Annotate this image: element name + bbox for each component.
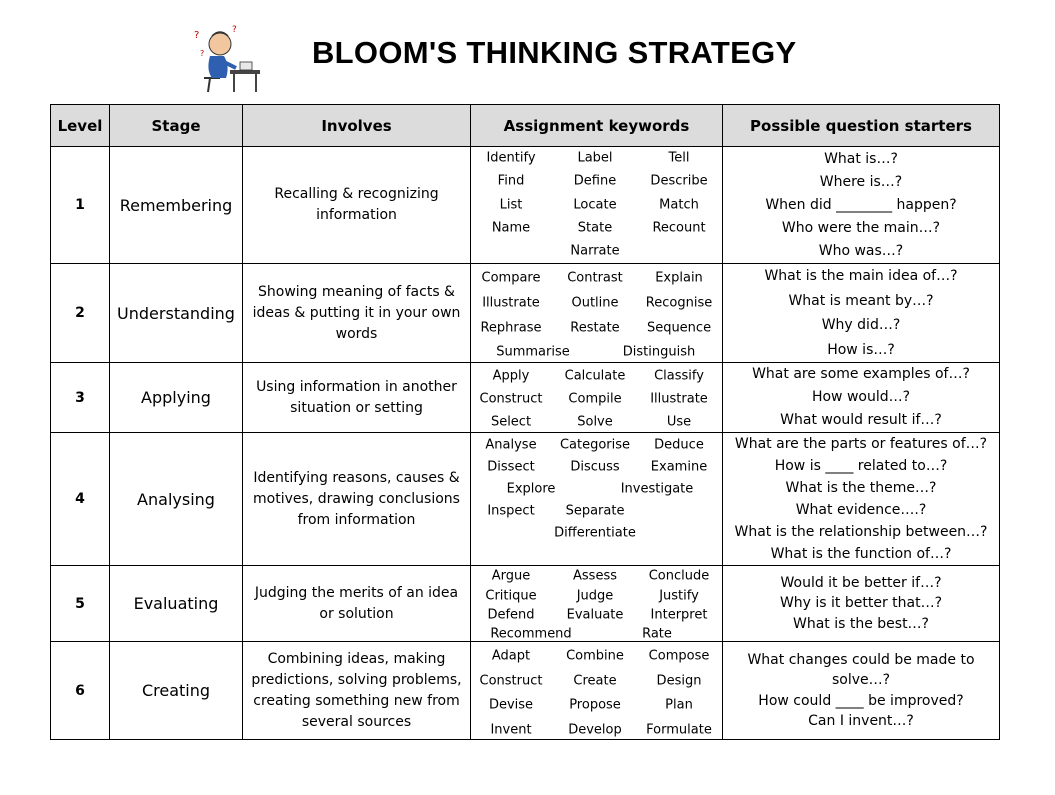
keyword: Match [659,197,699,213]
keyword: Compile [568,391,622,407]
keyword: Interpret [650,607,708,623]
keyword: Explain [655,270,703,286]
keyword: Judge [576,588,614,604]
question-starter: Who were the main…? [781,219,941,236]
keywords-cell [471,147,723,264]
keyword: Name [491,220,531,236]
question-starter: How could ____ be improved? [758,692,964,709]
question-starter: What is…? [824,150,898,167]
keywords-cell [471,642,723,740]
svg-text:?: ? [194,30,200,41]
involves-cell: Recalling & recognizing information [243,147,471,264]
level-cell: 6 [51,642,110,740]
question-starter: Where is…? [819,173,903,190]
keyword: Illustrate [650,391,708,407]
level-cell: 2 [51,264,110,363]
keyword: Defend [487,607,535,623]
keyword: Discuss [570,459,620,475]
involves-cell: Identifying reasons, causes & motives, drawing conclusions from information [243,433,471,566]
keyword: Justify [659,588,699,604]
questions-cell [723,363,1000,433]
keyword: Investigate [620,481,694,497]
keyword: Critique [485,588,537,604]
keywords-cell [471,433,723,566]
keyword: Classify [654,368,704,384]
keyword: Identify [486,150,536,166]
questions-cell [723,642,1000,740]
involves-cell: Showing meaning of facts & ideas & putting it in your own words [243,264,471,363]
keyword: Narrate [570,243,620,259]
keyword: Argue [491,568,531,584]
keyword: Recommend [490,626,572,642]
keyword: Solve [577,414,613,430]
header-level: Level [51,105,110,147]
question-starter: What is the function of…? [770,546,952,562]
keyword: Tell [668,150,690,166]
keyword: Compare [481,270,541,286]
keyword: Calculate [564,368,626,384]
keyword: Assess [573,568,617,584]
keyword: Compose [648,648,710,664]
question-starter: What are the parts or features of…? [734,436,988,452]
questions-cell [723,147,1000,264]
question-starter: Would it be better if…? [780,574,942,591]
keyword: Rate [642,626,672,642]
question-starter: What is the relationship between…? [734,524,988,540]
keyword: Categorise [559,437,631,453]
involves-cell: Combining ideas, making predictions, solving problems, creating something new from several sources [243,642,471,740]
keyword: Analyse [485,437,537,453]
svg-text:?: ? [200,49,205,58]
keyword: Label [577,150,613,166]
stage-cell: Remembering [110,147,243,264]
keywords-cell [471,566,723,642]
question-starter: Can I invent…? [808,713,914,729]
involves-cell: Using information in another situation or setting [243,363,471,433]
question-starter: What changes could be made to solve…? [747,651,975,688]
keyword: Create [573,673,617,689]
table-row [51,642,1000,740]
stage-cell: Analysing [110,433,243,566]
level-cell: 3 [51,363,110,433]
keywords-cell [471,264,723,363]
keyword: Separate [565,503,625,519]
keyword: Examine [650,459,708,475]
keyword: Adapt [491,648,531,664]
keyword: State [577,220,613,236]
keyword: Restate [570,320,620,336]
table-row [51,363,1000,433]
table-row [51,433,1000,566]
keyword: Summarise [496,344,570,360]
keyword: Select [490,414,532,430]
questions-cell [723,566,1000,642]
questions-cell [723,264,1000,363]
page-title: BLOOM'S THINKING STRATEGY [312,35,797,70]
keyword: Find [497,173,525,189]
question-starter: What are some examples of…? [752,366,970,382]
header-keywords: Assignment keywords [471,105,723,147]
stage-cell: Understanding [110,264,243,363]
question-starter: What is meant by…? [788,292,934,309]
question-starter: What would result if…? [780,412,942,428]
keyword: Combine [566,648,624,664]
question-starter: How would…? [811,389,911,405]
question-starter: When did ________ happen? [765,196,957,213]
keyword: Plan [665,697,693,713]
keyword: Develop [568,722,622,738]
question-starter: Why is it better that…? [779,595,943,612]
keyword: Distinguish [622,344,696,360]
question-starter: What is the best…? [792,615,929,632]
header-row [51,105,1000,147]
keyword: Dissect [487,459,535,475]
header-involves: Involves [243,105,471,147]
keyword: Explore [506,481,556,497]
stage-cell: Applying [110,363,243,433]
level-cell: 5 [51,566,110,642]
keyword: Sequence [646,320,712,336]
keyword: Invent [490,722,532,738]
level-cell: 1 [51,147,110,264]
involves-cell: Judging the merits of an idea or solution [243,566,471,642]
question-starter: Why did…? [821,317,901,333]
question-starter: How is…? [827,341,895,358]
keyword: Deduce [654,437,704,453]
question-starter: Who was…? [818,242,904,259]
keyword: List [499,197,523,213]
table-row [51,264,1000,363]
keyword: Recount [652,220,706,236]
keyword: Illustrate [482,295,540,311]
keyword: Differentiate [554,525,636,541]
keyword: Apply [492,368,530,384]
keyword: Recognise [645,295,713,311]
keyword: Evaluate [566,607,624,623]
keyword: Contrast [567,270,623,286]
keyword: Define [573,173,617,189]
keyword: Describe [650,173,708,189]
stage-cell: Evaluating [110,566,243,642]
question-starter: How is ____ related to…? [774,458,948,474]
keyword: Construct [479,673,543,689]
keyword: Outline [571,295,619,311]
table-row [51,147,1000,264]
keyword: Formulate [646,722,712,738]
keyword: Locate [573,197,617,213]
bloom-table [50,104,1000,740]
thinking-person-icon [190,22,264,94]
question-starter: What is the theme…? [785,480,937,496]
question-starter: What is the main idea of…? [764,268,958,284]
stage-cell: Creating [110,642,243,740]
keyword: Construct [479,391,543,407]
svg-text:?: ? [232,25,237,35]
keyword: Rephrase [480,320,542,336]
keyword: Inspect [487,503,535,519]
level-cell: 4 [51,433,110,566]
question-starter: What evidence….? [795,502,927,518]
questions-cell [723,433,1000,566]
header-questions: Possible question starters [723,105,1000,147]
header-stage: Stage [110,105,243,147]
keyword: Use [666,414,692,430]
keyword: Design [656,673,702,689]
keywords-cell [471,363,723,433]
keyword: Propose [569,697,621,713]
table-row [51,566,1000,642]
keyword: Conclude [648,568,710,584]
keyword: Devise [488,697,534,713]
